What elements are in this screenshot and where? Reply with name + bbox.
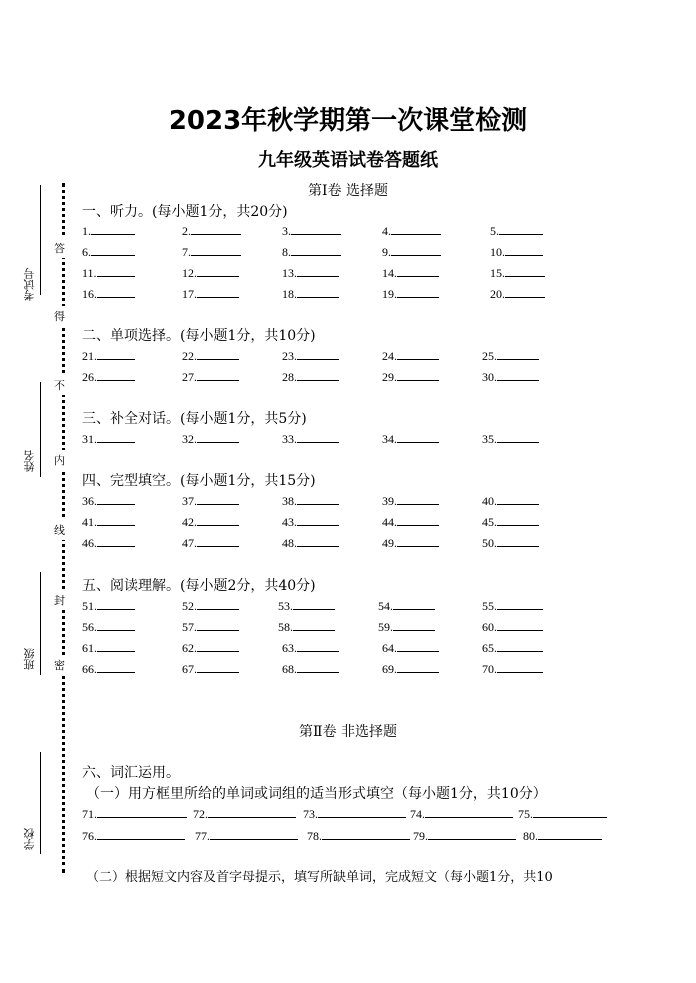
item-number: 30.	[482, 370, 497, 384]
answer-item	[382, 514, 439, 530]
answer-item	[182, 265, 239, 281]
answer-blank[interactable]	[397, 286, 439, 298]
answer-item	[282, 640, 339, 656]
item-number: 68.	[282, 662, 297, 676]
answer-item	[82, 514, 135, 530]
item-number: 3.	[282, 224, 291, 238]
item-number: 40.	[482, 494, 497, 508]
vocabulary-part-one-heading: （一）用方框里所给的单词或词组的适当形式填空（每小题1分，共10分）	[86, 786, 547, 802]
item-number: 25.	[482, 349, 497, 363]
answer-item	[182, 535, 239, 551]
answer-item	[82, 431, 135, 447]
item-number: 6.	[82, 245, 91, 259]
answer-item	[523, 828, 602, 844]
item-number: 58.	[278, 620, 293, 634]
answer-item	[482, 431, 539, 447]
answer-blank[interactable]	[210, 828, 298, 840]
answer-item	[82, 493, 135, 509]
answer-item	[82, 619, 135, 635]
answer-item	[382, 661, 439, 677]
item-number: 41.	[82, 515, 97, 529]
answer-item	[182, 661, 239, 677]
answer-blank[interactable]	[322, 828, 410, 840]
answer-blank[interactable]	[397, 535, 439, 547]
section-cloze-heading: 四、完型填空。(每小题1分，共15分)	[82, 473, 316, 489]
page-title: 2023年秋学期第一次课堂检测	[168, 106, 528, 136]
item-number: 65.	[482, 641, 497, 655]
answer-blank[interactable]	[97, 286, 135, 298]
answer-blank[interactable]	[297, 348, 339, 360]
answer-blank[interactable]	[497, 431, 539, 443]
item-number: 59.	[378, 620, 393, 634]
school-line	[40, 752, 41, 854]
answer-item	[182, 493, 239, 509]
item-number: 36.	[82, 494, 97, 508]
answer-item	[278, 598, 335, 614]
item-number: 51.	[82, 599, 97, 613]
class-label: 班级	[23, 648, 36, 670]
item-number: 24.	[382, 349, 397, 363]
answer-blank[interactable]	[297, 286, 339, 298]
answer-blank[interactable]	[297, 640, 339, 652]
answer-blank[interactable]	[397, 431, 439, 443]
answer-blank[interactable]	[97, 369, 135, 381]
answer-item	[82, 348, 135, 364]
answer-item	[490, 244, 543, 260]
answer-blank[interactable]	[97, 806, 187, 818]
item-number: 78.	[307, 829, 322, 843]
page-subtitle: 九年级英语试卷答题纸	[258, 150, 438, 171]
answer-blank[interactable]	[293, 619, 335, 631]
answer-item	[518, 806, 607, 822]
answer-item	[278, 619, 335, 635]
item-number: 7.	[182, 245, 191, 259]
item-number: 11.	[82, 266, 97, 280]
answer-item	[182, 286, 239, 302]
item-number: 28.	[282, 370, 297, 384]
item-number: 9.	[382, 245, 391, 259]
answer-blank[interactable]	[497, 640, 543, 652]
answer-item	[378, 619, 435, 635]
item-number: 16.	[82, 287, 97, 301]
item-number: 47.	[182, 536, 197, 550]
item-number: 14.	[382, 266, 397, 280]
item-number: 79.	[413, 829, 428, 843]
item-number: 70.	[482, 662, 497, 676]
answer-blank[interactable]	[97, 598, 135, 610]
item-number: 66.	[82, 662, 97, 676]
item-number: 72.	[193, 807, 208, 821]
answer-item	[82, 640, 135, 656]
item-number: 22.	[182, 349, 197, 363]
item-number: 17.	[182, 287, 197, 301]
item-number: 56.	[82, 620, 97, 634]
item-number: 80.	[523, 829, 538, 843]
answer-blank[interactable]	[505, 265, 545, 277]
item-number: 54.	[378, 599, 393, 613]
answer-item	[82, 244, 135, 260]
seal-char: 线	[54, 520, 65, 540]
answer-item	[382, 493, 439, 509]
answer-blank[interactable]	[497, 514, 539, 526]
item-number: 1.	[82, 224, 91, 238]
section-listening-heading: 一、听力。(每小题1分，共20分)	[82, 204, 288, 220]
answer-blank[interactable]	[97, 535, 135, 547]
answer-item	[182, 514, 239, 530]
answer-blank[interactable]	[497, 661, 543, 673]
item-number: 44.	[382, 515, 397, 529]
answer-item	[482, 661, 543, 677]
section-single-choice-heading: 二、单项选择。(每小题1分，共10分)	[82, 328, 316, 344]
answer-item	[482, 493, 539, 509]
answer-blank[interactable]	[397, 348, 439, 360]
answer-blank[interactable]	[191, 244, 241, 256]
answer-blank[interactable]	[197, 286, 239, 298]
item-number: 10.	[490, 245, 505, 259]
answer-blank[interactable]	[497, 348, 539, 360]
item-number: 48.	[282, 536, 297, 550]
item-number: 31.	[82, 432, 97, 446]
answer-item	[82, 661, 135, 677]
exam-number-label: 考试号	[23, 268, 36, 301]
answer-blank[interactable]	[393, 598, 435, 610]
answer-item	[413, 828, 516, 844]
answer-item	[303, 806, 406, 822]
answer-item	[282, 514, 339, 530]
answer-blank[interactable]	[538, 828, 602, 840]
seal-char: 密	[54, 655, 65, 675]
answer-item	[382, 223, 441, 239]
item-number: 19.	[382, 287, 397, 301]
answer-blank[interactable]	[97, 619, 135, 631]
section-reading-heading: 五、阅读理解。(每小题2分，共40分)	[82, 578, 316, 594]
answer-blank[interactable]	[97, 265, 135, 277]
item-number: 46.	[82, 536, 97, 550]
answer-blank[interactable]	[497, 619, 543, 631]
item-number: 63.	[282, 641, 297, 655]
answer-item	[82, 598, 135, 614]
item-number: 20.	[490, 287, 505, 301]
answer-blank[interactable]	[197, 265, 239, 277]
part-one-heading: 第Ⅰ卷 选择题	[308, 183, 388, 199]
item-number: 2.	[182, 224, 191, 238]
answer-blank[interactable]	[91, 244, 135, 256]
seal-char: 内	[54, 450, 65, 470]
answer-blank[interactable]	[297, 431, 339, 443]
answer-blank[interactable]	[197, 598, 239, 610]
answer-item	[482, 514, 539, 530]
answer-blank[interactable]	[197, 661, 239, 673]
answer-blank[interactable]	[197, 431, 239, 443]
item-number: 55.	[482, 599, 497, 613]
answer-item	[382, 348, 439, 364]
answer-item	[282, 265, 339, 281]
answer-item	[382, 535, 439, 551]
answer-blank[interactable]	[297, 535, 339, 547]
item-number: 23.	[282, 349, 297, 363]
answer-blank[interactable]	[533, 806, 607, 818]
item-number: 38.	[282, 494, 297, 508]
item-number: 32.	[182, 432, 197, 446]
answer-blank[interactable]	[97, 661, 135, 673]
item-number: 33.	[282, 432, 297, 446]
answer-blank[interactable]	[397, 493, 439, 505]
answer-item	[410, 806, 513, 822]
name-line	[40, 382, 41, 477]
item-number: 37.	[182, 494, 197, 508]
answer-item	[82, 265, 135, 281]
answer-item	[282, 244, 341, 260]
item-number: 74.	[410, 807, 425, 821]
class-line	[40, 572, 41, 675]
item-number: 26.	[82, 370, 97, 384]
answer-item	[182, 244, 241, 260]
answer-item	[182, 598, 239, 614]
answer-blank[interactable]	[497, 369, 539, 381]
answer-blank[interactable]	[97, 493, 135, 505]
item-number: 34.	[382, 432, 397, 446]
section-vocabulary-heading: 六、词汇运用。	[82, 765, 180, 781]
answer-item	[195, 828, 298, 844]
answer-blank[interactable]	[318, 806, 406, 818]
answer-blank[interactable]	[393, 619, 435, 631]
answer-item	[382, 265, 439, 281]
answer-blank[interactable]	[197, 493, 239, 505]
item-number: 13.	[282, 266, 297, 280]
answer-item	[182, 348, 239, 364]
item-number: 52.	[182, 599, 197, 613]
item-number: 35.	[482, 432, 497, 446]
item-number: 45.	[482, 515, 497, 529]
answer-item	[282, 661, 339, 677]
answer-item	[282, 286, 339, 302]
answer-blank[interactable]	[97, 828, 185, 840]
item-number: 76.	[82, 829, 97, 843]
answer-blank[interactable]	[297, 661, 339, 673]
item-number: 8.	[282, 245, 291, 259]
answer-item	[282, 348, 339, 364]
item-number: 67.	[182, 662, 197, 676]
answer-item	[82, 535, 135, 551]
answer-item	[82, 369, 135, 385]
answer-item	[282, 493, 339, 509]
item-number: 69.	[382, 662, 397, 676]
item-number: 60.	[482, 620, 497, 634]
answer-blank[interactable]	[397, 661, 439, 673]
item-number: 71.	[82, 807, 97, 821]
answer-blank[interactable]	[293, 598, 335, 610]
answer-blank[interactable]	[397, 369, 439, 381]
item-number: 27.	[182, 370, 197, 384]
item-number: 62.	[182, 641, 197, 655]
answer-blank[interactable]	[391, 223, 441, 235]
item-number: 77.	[195, 829, 210, 843]
item-number: 53.	[278, 599, 293, 613]
seal-char: 得	[54, 306, 65, 326]
answer-item	[82, 806, 187, 822]
item-number: 12.	[182, 266, 197, 280]
answer-item	[382, 286, 439, 302]
answer-item	[382, 369, 439, 385]
answer-item	[182, 640, 239, 656]
exam-number-line	[40, 185, 41, 295]
answer-item	[282, 431, 339, 447]
answer-item	[193, 806, 296, 822]
answer-blank[interactable]	[397, 514, 439, 526]
answer-blank[interactable]	[208, 806, 296, 818]
item-number: 29.	[382, 370, 397, 384]
answer-blank[interactable]	[497, 598, 543, 610]
answer-blank[interactable]	[197, 369, 239, 381]
answer-item	[382, 431, 439, 447]
item-number: 5.	[490, 224, 499, 238]
section-dialogue-heading: 三、补全对话。(每小题1分，共5分)	[82, 411, 307, 427]
answer-blank[interactable]	[97, 514, 135, 526]
answer-blank[interactable]	[197, 619, 239, 631]
answer-item	[182, 619, 239, 635]
answer-item	[490, 223, 543, 239]
answer-item	[482, 619, 543, 635]
answer-blank[interactable]	[91, 223, 135, 235]
item-number: 42.	[182, 515, 197, 529]
answer-blank[interactable]	[497, 493, 539, 505]
answer-blank[interactable]	[297, 493, 339, 505]
item-number: 50.	[482, 536, 497, 550]
seal-char: 不	[54, 375, 65, 395]
answer-blank[interactable]	[197, 514, 239, 526]
item-number: 43.	[282, 515, 297, 529]
item-number: 75.	[518, 807, 533, 821]
answer-blank[interactable]	[97, 348, 135, 360]
answer-blank[interactable]	[397, 640, 439, 652]
answer-blank[interactable]	[428, 828, 516, 840]
item-number: 39.	[382, 494, 397, 508]
answer-item	[282, 535, 339, 551]
answer-item	[482, 640, 543, 656]
answer-blank[interactable]	[291, 223, 341, 235]
answer-item	[182, 223, 241, 239]
seal-char: 答	[54, 238, 65, 258]
answer-blank[interactable]	[397, 265, 439, 277]
answer-blank[interactable]	[297, 265, 339, 277]
answer-blank[interactable]	[197, 348, 239, 360]
answer-item	[82, 828, 185, 844]
answer-blank[interactable]	[425, 806, 513, 818]
school-label: 学校	[23, 828, 36, 850]
answer-blank[interactable]	[197, 640, 239, 652]
name-label: 姓名	[23, 450, 36, 472]
answer-item	[482, 369, 539, 385]
answer-item	[282, 223, 341, 239]
answer-blank[interactable]	[505, 244, 543, 256]
answer-item	[482, 348, 539, 364]
item-number: 15.	[490, 266, 505, 280]
answer-blank[interactable]	[505, 286, 545, 298]
answer-blank[interactable]	[391, 244, 441, 256]
answer-item	[482, 598, 543, 614]
item-number: 4.	[382, 224, 391, 238]
answer-item	[82, 286, 135, 302]
answer-item	[282, 369, 339, 385]
answer-item	[490, 286, 545, 302]
item-number: 61.	[82, 641, 97, 655]
answer-item	[382, 640, 439, 656]
answer-item	[382, 244, 441, 260]
answer-blank[interactable]	[297, 369, 339, 381]
answer-item	[307, 828, 410, 844]
item-number: 49.	[382, 536, 397, 550]
item-number: 21.	[82, 349, 97, 363]
answer-item	[378, 598, 435, 614]
seal-char: 封	[54, 590, 65, 610]
answer-blank[interactable]	[197, 535, 239, 547]
answer-blank[interactable]	[499, 223, 543, 235]
answer-blank[interactable]	[97, 640, 135, 652]
answer-item	[182, 431, 239, 447]
item-number: 73.	[303, 807, 318, 821]
answer-blank[interactable]	[291, 244, 341, 256]
answer-blank[interactable]	[297, 514, 339, 526]
answer-item	[482, 535, 539, 551]
answer-item	[490, 265, 545, 281]
answer-item	[82, 223, 135, 239]
answer-blank[interactable]	[97, 431, 135, 443]
part-two-heading: 第Ⅱ卷 非选择题	[299, 724, 397, 740]
vocabulary-part-two-heading: （二）根据短文内容及首字母提示，填写所缺单词，完成短文（每小题1分，共10	[86, 870, 553, 885]
item-number: 18.	[282, 287, 297, 301]
answer-blank[interactable]	[497, 535, 539, 547]
item-number: 57.	[182, 620, 197, 634]
answer-blank[interactable]	[191, 223, 241, 235]
answer-item	[182, 369, 239, 385]
item-number: 64.	[382, 641, 397, 655]
